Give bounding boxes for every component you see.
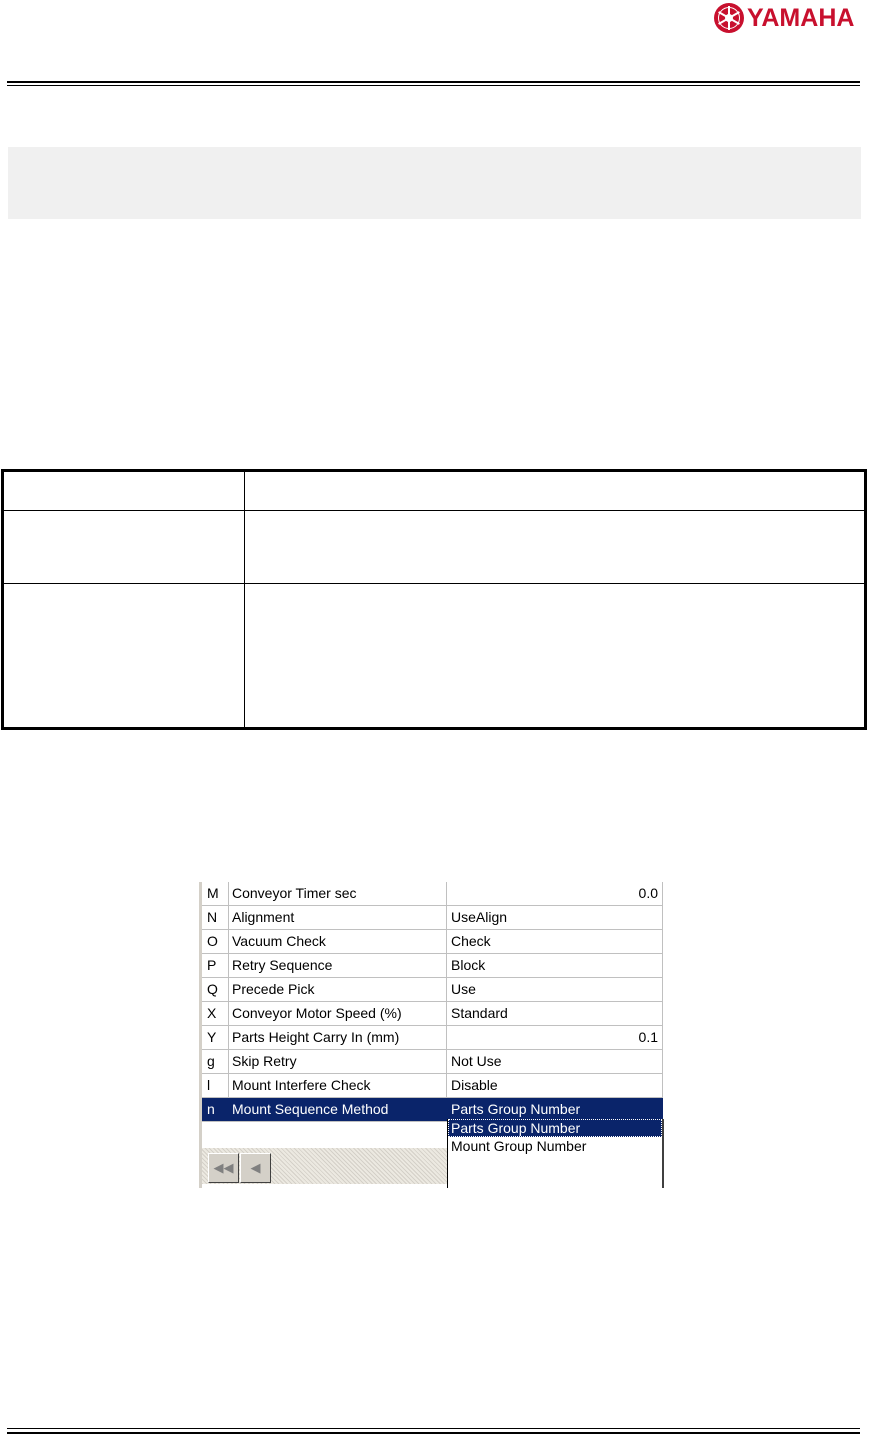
property-row[interactable] [202, 1050, 663, 1074]
section-band [8, 147, 861, 219]
property-name: Skip Retry [229, 1050, 447, 1073]
property-value[interactable]: UseAlign [447, 906, 663, 929]
property-key: P [202, 954, 229, 977]
property-row[interactable] [202, 882, 663, 906]
footer-rule-thick [7, 1432, 860, 1434]
scroll-prev-button[interactable] [240, 1153, 271, 1183]
table-cell [245, 584, 866, 729]
property-name: Mount Sequence Method [229, 1098, 447, 1121]
horizontal-scrollbar[interactable] [202, 1148, 447, 1184]
property-row[interactable] [202, 1074, 663, 1098]
left-arrow-icon: ◀ [250, 1160, 261, 1175]
property-value[interactable]: 0.1 [447, 1026, 663, 1049]
table-row [3, 511, 866, 584]
header-rule-thick [7, 81, 860, 83]
property-value-combo[interactable]: Parts Group Number [447, 1098, 663, 1121]
property-value[interactable]: Standard [447, 1002, 663, 1025]
table-cell [3, 471, 245, 511]
table-cell [3, 511, 245, 584]
property-name: Precede Pick [229, 978, 447, 1001]
double-left-arrow-icon: ◀◀ [213, 1160, 234, 1175]
dropdown-option-selected[interactable]: Parts Group Number [448, 1119, 662, 1137]
scroll-first-button[interactable] [208, 1153, 239, 1183]
yamaha-tuning-fork-logo-icon [714, 3, 744, 33]
property-key: Q [202, 978, 229, 1001]
property-row[interactable] [202, 954, 663, 978]
property-name: Conveyor Motor Speed (%) [229, 1002, 447, 1025]
property-row[interactable] [202, 930, 663, 954]
property-key: M [202, 882, 229, 905]
property-name: Parts Height Carry In (mm) [229, 1026, 447, 1049]
table-cell [245, 471, 866, 511]
property-grid-screenshot [199, 882, 669, 1188]
property-name: Alignment [229, 906, 447, 929]
table-cell [3, 584, 245, 729]
property-key: O [202, 930, 229, 953]
table-cell [245, 511, 866, 584]
property-key: N [202, 906, 229, 929]
property-value[interactable]: Block [447, 954, 663, 977]
yamaha-logo [714, 2, 854, 34]
property-row[interactable] [202, 1002, 663, 1026]
property-value[interactable]: 0.0 [447, 882, 663, 905]
property-name: Retry Sequence [229, 954, 447, 977]
table-row [3, 471, 866, 511]
property-name: Vacuum Check [229, 930, 447, 953]
property-key: Y [202, 1026, 229, 1049]
property-name: Conveyor Timer sec [229, 882, 447, 905]
property-row[interactable] [202, 1026, 663, 1050]
property-name: Mount Interfere Check [229, 1074, 447, 1097]
description-table [1, 469, 867, 730]
mount-sequence-dropdown-list[interactable] [447, 1119, 664, 1188]
dropdown-option[interactable]: Mount Group Number [451, 1138, 587, 1154]
property-key: g [202, 1050, 229, 1073]
brand-name: YAMAHA [747, 4, 855, 32]
property-value[interactable]: Check [447, 930, 663, 953]
property-key: X [202, 1002, 229, 1025]
property-value[interactable]: Disable [447, 1074, 663, 1097]
footer-rule-thin [7, 1428, 860, 1429]
header-rule-thin [7, 85, 860, 86]
property-key: l [202, 1074, 229, 1097]
property-row[interactable] [202, 978, 663, 1002]
property-row[interactable] [202, 906, 663, 930]
property-value[interactable]: Use [447, 978, 663, 1001]
property-value[interactable]: Not Use [447, 1050, 663, 1073]
property-key: n [202, 1098, 229, 1121]
table-row [3, 584, 866, 729]
